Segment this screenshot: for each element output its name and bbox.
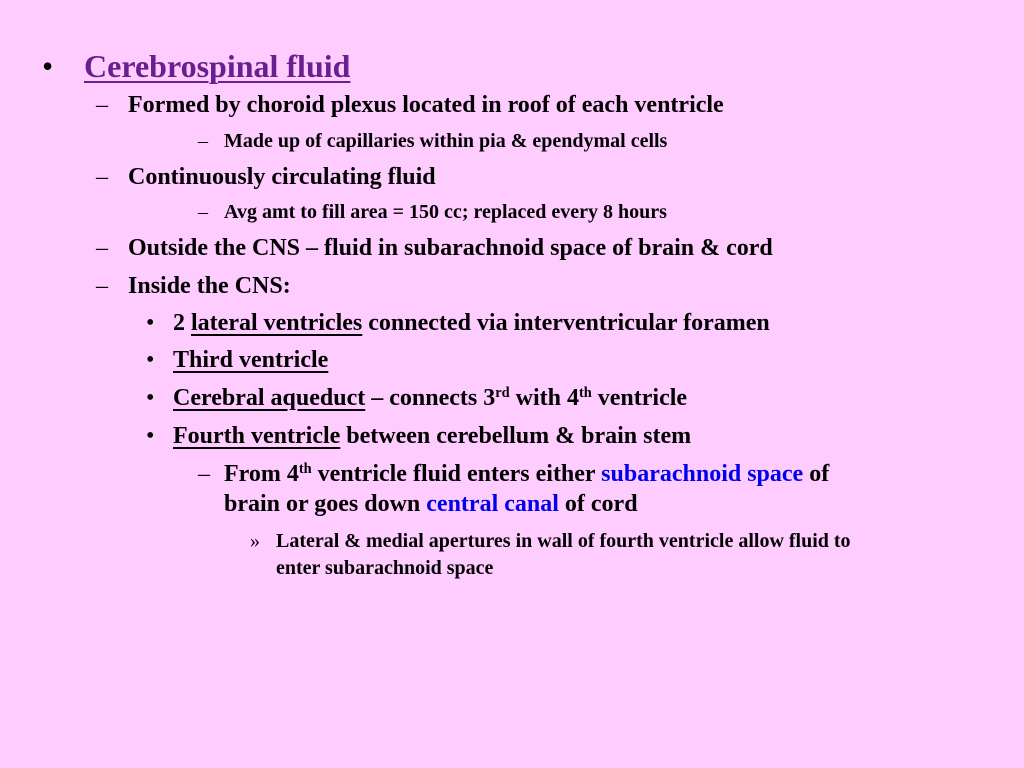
dash-icon: – [96, 92, 108, 118]
aqueduct-mid1: – connects 3 [365, 385, 496, 411]
dash-icon: – [96, 273, 108, 299]
dash-icon: – [96, 235, 108, 261]
item-lateral-text [173, 310, 770, 337]
aqueduct-term[interactable]: Cerebral aqueduct [173, 385, 366, 411]
from4th-a: From 4 [224, 461, 299, 487]
from4th-e: brain or goes down [224, 491, 427, 517]
item-from4th-line1 [224, 461, 829, 488]
dash-icon: – [96, 164, 108, 190]
aqueduct-end: ventricle [591, 385, 688, 411]
bullet-dot-icon: • [146, 347, 155, 373]
aqueduct-sup1: rd [495, 385, 510, 402]
from4th-g: of cord [558, 491, 638, 517]
fourth-term[interactable]: Fourth ventricle [173, 423, 341, 449]
item-continuous-text: Continuously circulating fluid [128, 164, 436, 190]
lateral-suffix: connected via interventricular foramen [362, 310, 770, 336]
central-canal-link[interactable]: central canal [426, 491, 559, 517]
fourth-suffix: between cerebellum & brain stem [340, 423, 692, 449]
item-made-text: Made up of capillaries within pia & ependymal cells [224, 130, 668, 152]
dash-icon: – [198, 201, 208, 223]
item-outside-text: Outside the CNS – fluid in subarachnoid space of brain & cord [128, 235, 773, 261]
item-apertures-line2: enter subarachnoid space [276, 557, 494, 579]
item-fourth-text [173, 423, 691, 450]
lateral-term[interactable]: lateral ventricles [191, 310, 363, 336]
subarachnoid-space-link[interactable]: subarachnoid space [601, 461, 804, 487]
item-inside-text: Inside the CNS: [128, 273, 291, 299]
raquo-icon: » [250, 530, 260, 552]
dash-icon: – [198, 130, 208, 152]
item-apertures-line1: Lateral & medial apertures in wall of fourth ventricle allow fluid to [276, 530, 851, 552]
bullet-dot-icon: • [146, 423, 155, 449]
from4th-sup: th [298, 461, 312, 478]
lateral-prefix: 2 [173, 310, 191, 336]
title[interactable]: Cerebrospinal fluid [84, 48, 351, 84]
from4th-d: of [803, 461, 830, 487]
aqueduct-sup2: th [578, 385, 592, 402]
bullet-dot-icon: • [146, 385, 155, 411]
bullet-dot-icon: • [146, 310, 155, 336]
from4th-b: ventricle fluid enters either [311, 461, 602, 487]
item-from4th-line2 [224, 491, 638, 518]
item-formed-text: Formed by choroid plexus located in roof of each ventricle [128, 92, 724, 118]
third-term[interactable]: Third ventricle [173, 347, 329, 373]
item-avg-text: Avg amt to fill area = 150 cc; replaced every 8 hours [224, 201, 667, 223]
bullet-dot-icon: • [42, 48, 54, 84]
aqueduct-mid2: with 4 [509, 385, 579, 411]
dash-icon: – [198, 461, 210, 487]
item-aqueduct-text [173, 385, 687, 412]
